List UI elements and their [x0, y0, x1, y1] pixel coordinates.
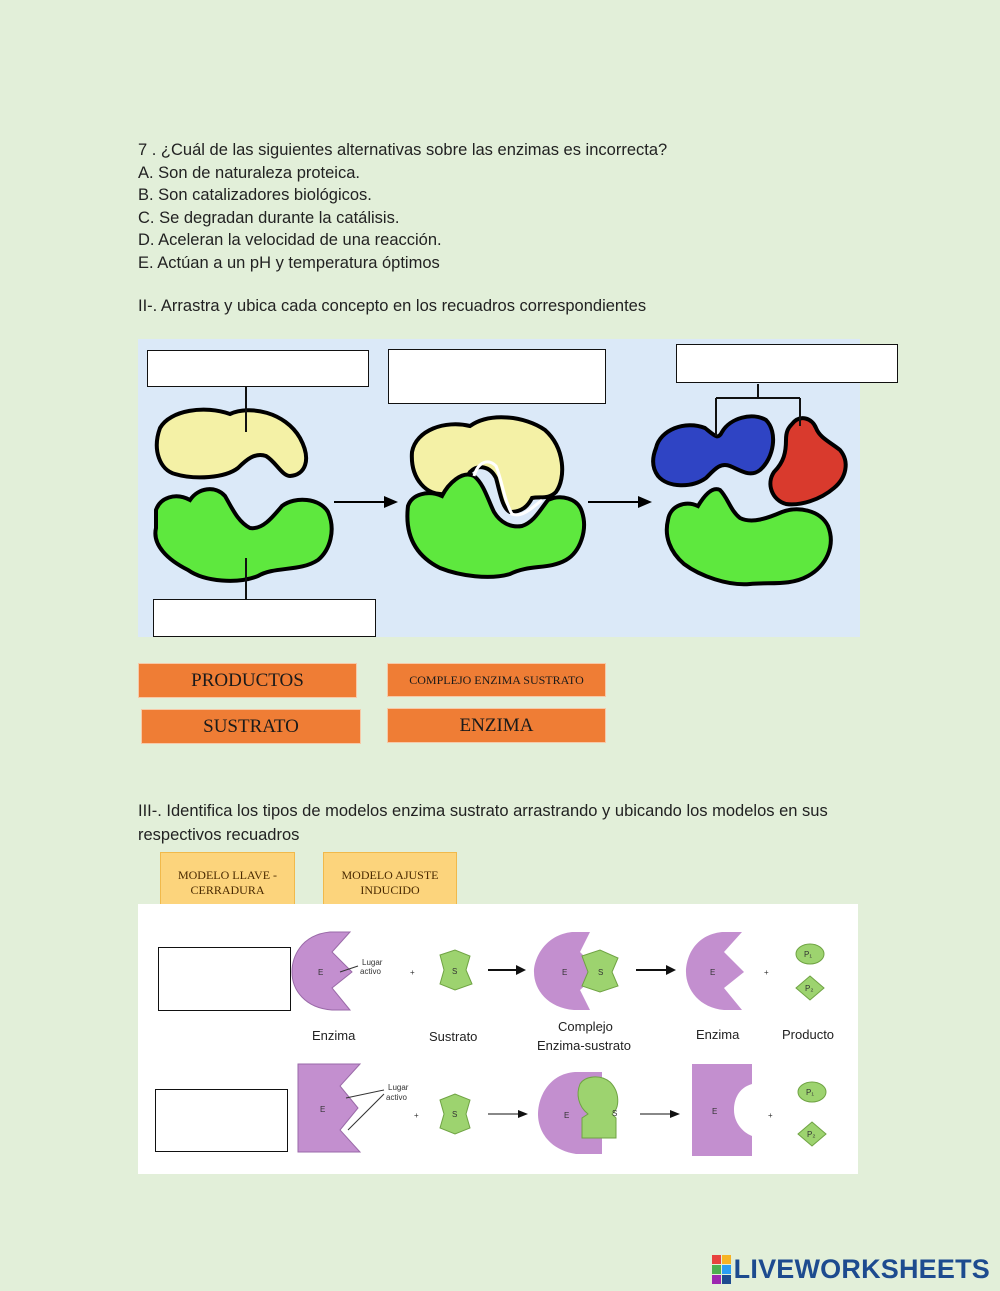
symbol-p2-2: P₂	[807, 1130, 816, 1139]
symbol-s-1: S	[452, 967, 458, 976]
symbol-e-4: E	[712, 1107, 718, 1116]
section-3-instruction-line1: III-. Identifica los tipos de modelos enzima sustrato arrastrando y ubicando los modelos en sus	[138, 802, 828, 820]
active-site-label-2a: Lugar	[388, 1083, 409, 1092]
symbol-e-3: E	[320, 1105, 326, 1114]
plus-3: +	[414, 1111, 419, 1120]
chip-enzima[interactable]: ENZIMA	[387, 708, 606, 743]
label-enzima: Enzima	[312, 1028, 356, 1043]
symbol-e-1: E	[318, 968, 324, 977]
enzyme-row2	[298, 1064, 360, 1152]
active-site-label-2b: activo	[386, 1093, 407, 1102]
option-c: C. Se degradan durante la catálisis.	[138, 208, 400, 227]
label-producto: Producto	[782, 1027, 835, 1042]
chip-modelo-ajuste-inducido[interactable]: MODELO AJUSTE INDUCIDO	[323, 852, 457, 914]
symbol-p1-1: P₁	[804, 950, 813, 959]
section-2-instruction: II-. Arrastra y ubica cada concepto en los recuadros correspondientes	[138, 297, 647, 315]
option-e: E. Actúan a un pH y temperatura óptimos	[138, 253, 440, 272]
label-enzima-2: Enzima	[696, 1027, 740, 1042]
symbol-s-c1: S	[598, 968, 604, 977]
chip-sustrato[interactable]: SUSTRATO	[141, 709, 361, 744]
option-d: D. Aceleran la velocidad de una reacción.	[138, 231, 442, 249]
enzyme-row2-after	[692, 1064, 752, 1156]
symbol-p1-2: P₁	[806, 1088, 815, 1097]
label-complejo-2: Enzima-sustrato	[537, 1038, 631, 1053]
liveworksheets-logo	[712, 1254, 990, 1285]
symbol-e-c2: E	[564, 1111, 570, 1120]
label-sustrato: Sustrato	[429, 1029, 478, 1044]
chip-productos[interactable]: PRODUCTOS	[138, 663, 357, 698]
section-3-instruction-line2: respectivos recuadros	[138, 826, 300, 844]
plus-4: +	[768, 1111, 773, 1120]
drop-box-model-1[interactable]	[158, 947, 291, 1011]
chip-modelo-llave-cerradura[interactable]: MODELO LLAVE - CERRADURA	[160, 852, 295, 914]
active-site-label-1a: Lugar	[362, 958, 383, 967]
plus-1: +	[410, 968, 415, 977]
symbol-s-2: S	[452, 1110, 458, 1119]
logo-text: LIVEWORKSHEETS	[733, 1254, 990, 1284]
label-complejo-1: Complejo	[558, 1019, 613, 1034]
option-a: A. Son de naturaleza proteica.	[138, 163, 360, 182]
drop-box-model-2[interactable]	[155, 1089, 288, 1152]
logo-icon	[712, 1255, 731, 1284]
question-7-prompt: 7 . ¿Cuál de las siguientes alternativas sobre las enzimas es incorrecta?	[138, 141, 668, 159]
option-b: B. Son catalizadores biológicos.	[138, 186, 372, 204]
symbol-e-2: E	[710, 968, 716, 977]
active-site-label-1b: activo	[360, 967, 381, 976]
symbol-e-c1: E	[562, 968, 568, 977]
symbol-p2-1: P₂	[805, 984, 814, 993]
chip-complejo-enzima-sustrato[interactable]: COMPLEJO ENZIMA SUSTRATO	[387, 663, 606, 697]
plus-2: +	[764, 968, 769, 977]
symbol-s-c2: S	[612, 1109, 618, 1118]
